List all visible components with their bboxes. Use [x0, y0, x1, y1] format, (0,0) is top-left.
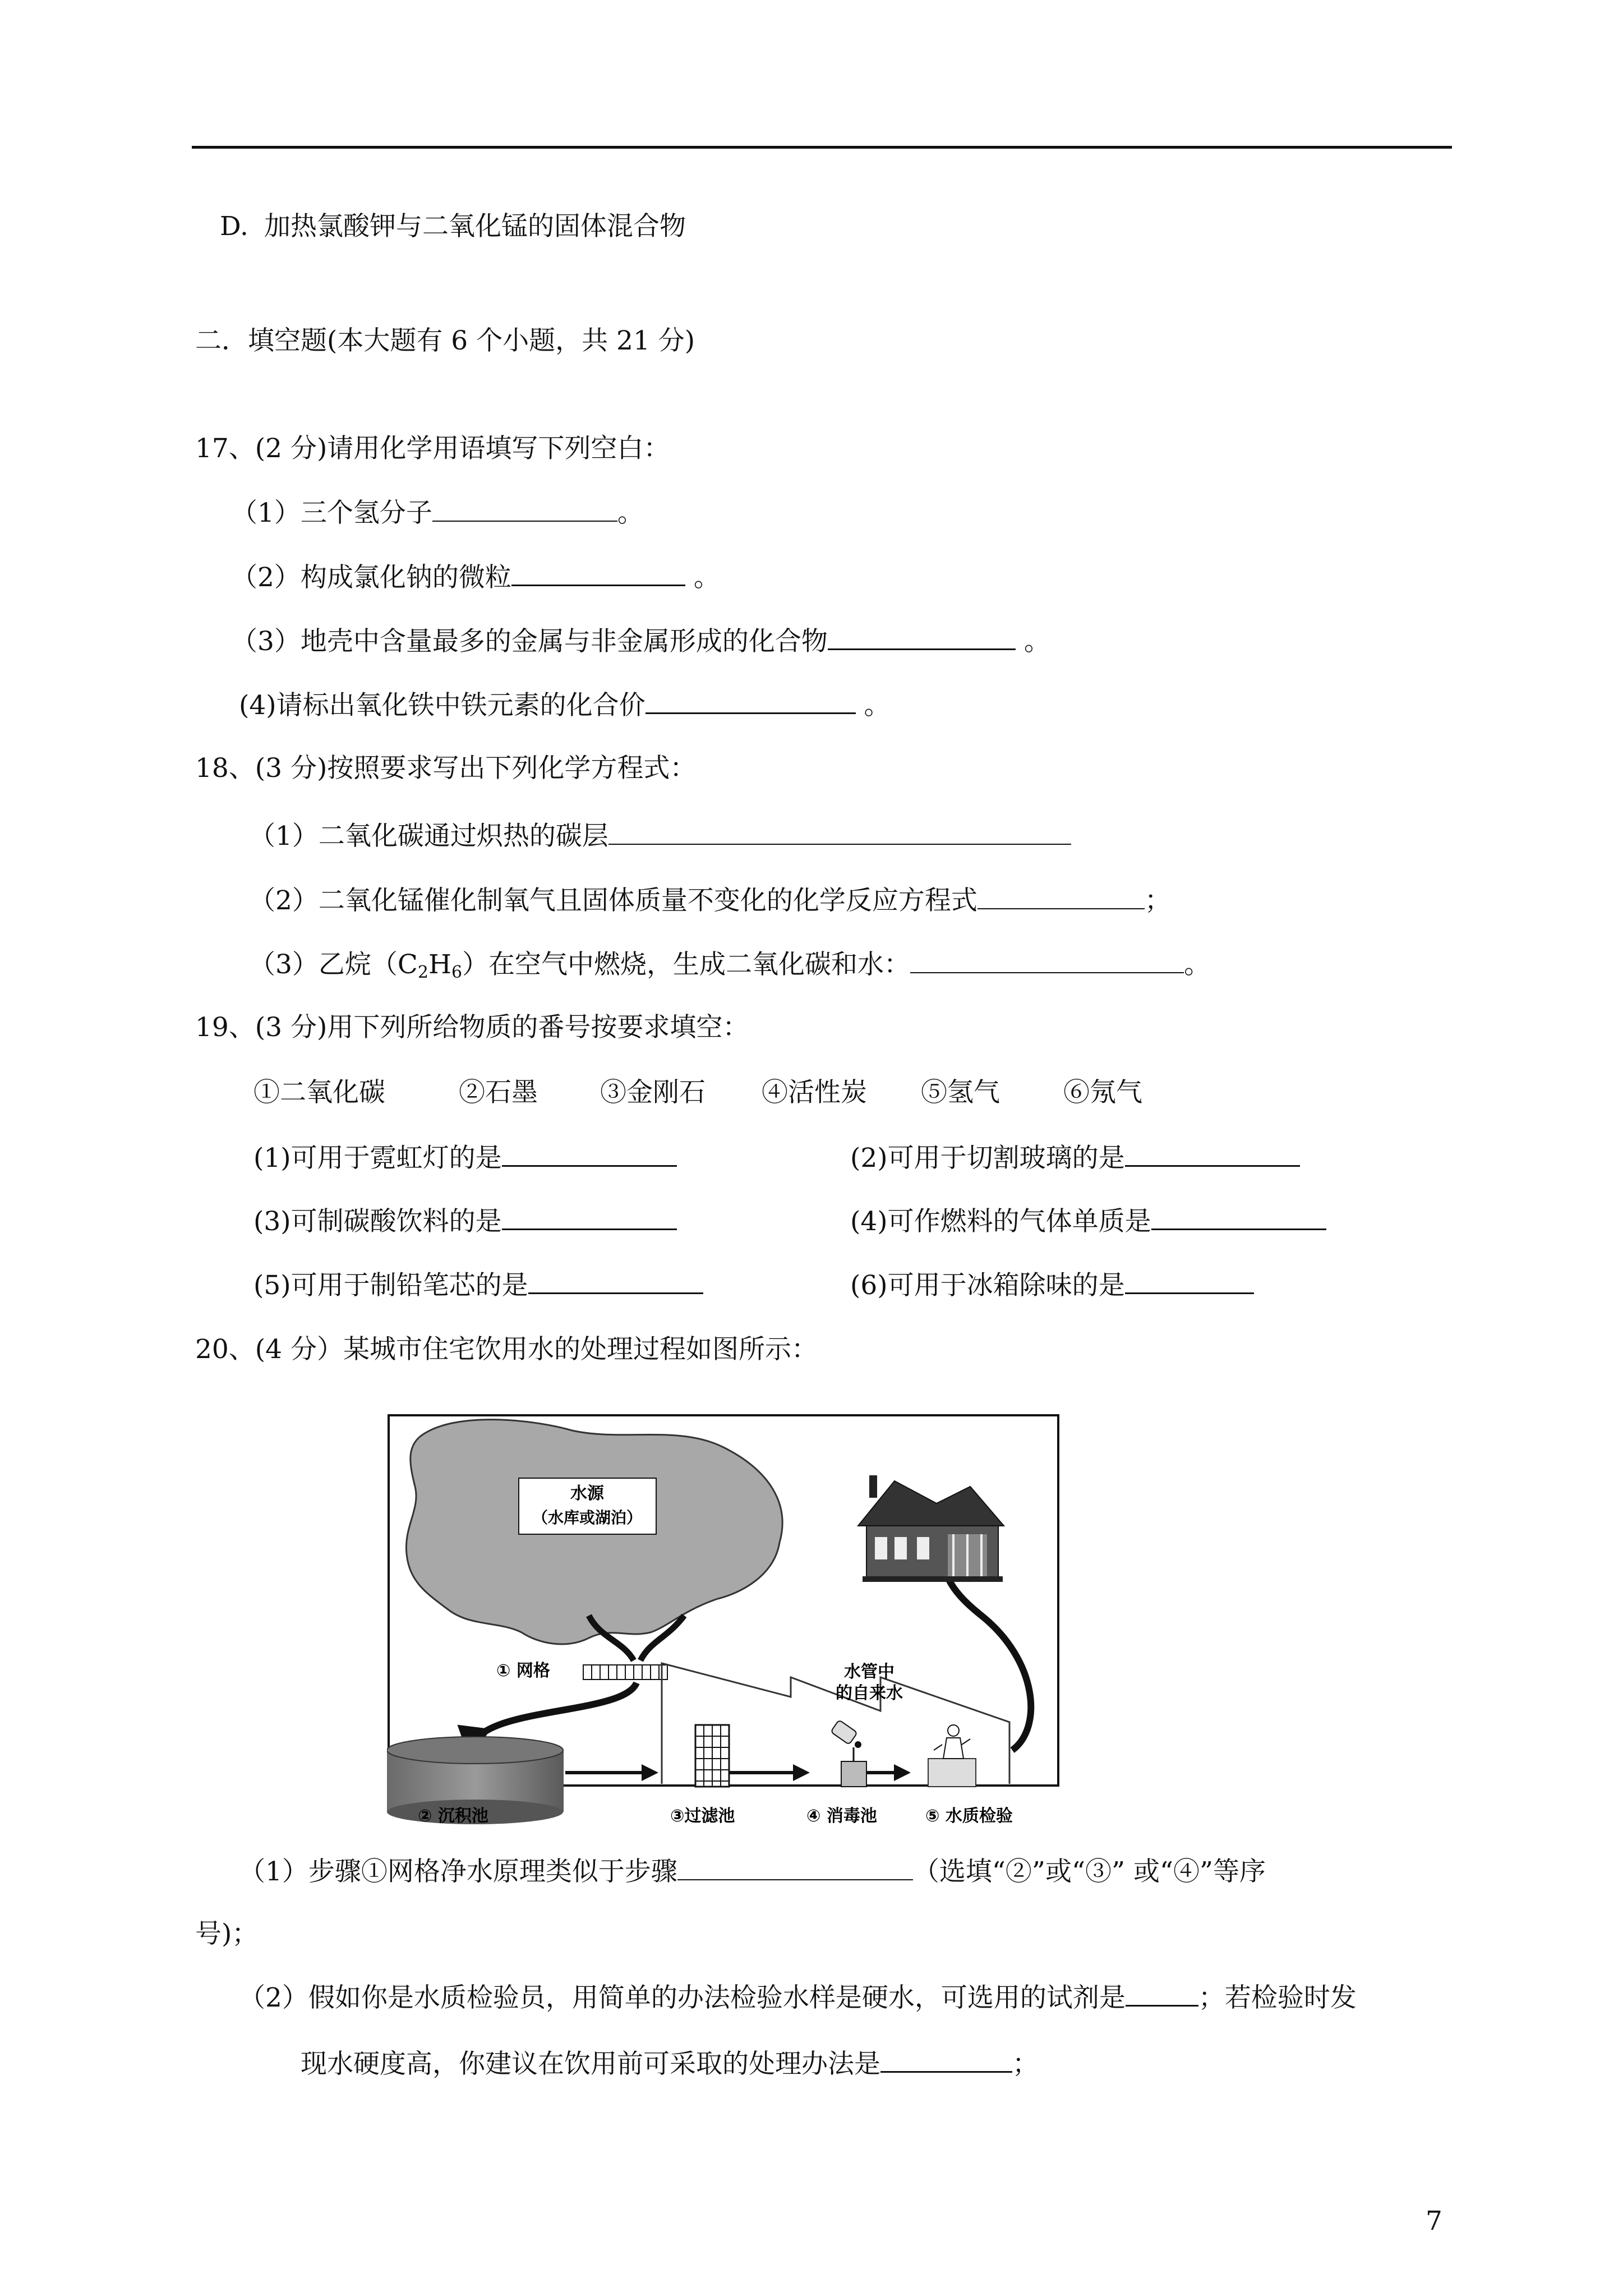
q17-item-1-text: （1）三个氢分子 — [231, 498, 432, 528]
subscript: 6 — [451, 963, 463, 982]
page-number: 7 — [1426, 2206, 1442, 2237]
q19-item-2 — [850, 1140, 1300, 1175]
q18-item-1 — [249, 819, 1071, 853]
q17-item-2 — [231, 560, 720, 595]
answer-blank[interactable] — [677, 1855, 913, 1880]
q20-stem: 20、(4 分）某城市住宅饮用水的处理过程如图所示： — [195, 1334, 818, 1365]
q20-sub1-options: （选填“②”或“③” 或“④”等序 — [912, 1856, 1266, 1887]
q20-sub2 — [239, 1980, 1357, 2015]
tap-water-label-1: 水管中 — [844, 1662, 895, 1682]
q19-item-5 — [253, 1268, 703, 1303]
q18-item-2 — [249, 884, 1171, 918]
disinfect-label: ④ 消毒池 — [806, 1806, 877, 1826]
substance-2: ②石墨 — [459, 1077, 538, 1108]
q19-item-1 — [253, 1140, 677, 1175]
answer-blank[interactable] — [828, 624, 1016, 650]
answer-blank[interactable] — [1125, 1268, 1254, 1294]
q19-item-3 — [253, 1204, 677, 1239]
q18-item-3 — [249, 947, 1210, 990]
q17-item-3-end: 。 — [1015, 626, 1050, 657]
q20-sub2-cont — [301, 2046, 1039, 2081]
q20-sub1-cont: 号)； — [195, 1918, 259, 1949]
substance-5: ⑤氢气 — [921, 1077, 1000, 1108]
answer-blank[interactable] — [1151, 1204, 1326, 1230]
filter-grid — [695, 1725, 729, 1787]
q17-item-1-end: 。 — [617, 498, 644, 528]
q18-item-3-text-a: （3）乙烷（C — [249, 949, 418, 980]
answer-blank[interactable] — [880, 2046, 1012, 2073]
substance-1: ①二氧化碳 — [253, 1077, 385, 1108]
section-title: 二．填空题(本大题有 6 个小题，共 21 分) — [195, 325, 695, 356]
header-rule — [192, 146, 1452, 149]
q20-sub2-end: ； — [1012, 2049, 1039, 2079]
q18-item-2-text: （2）二氧化锰催化制氧气且固体质量不变化的化学反应方程式 — [249, 885, 978, 916]
q17-item-2-end: 。 — [685, 562, 720, 593]
water-source-title: 水源 — [570, 1484, 604, 1503]
q19-item-4 — [850, 1204, 1326, 1239]
tap-water-label-2: 的自来水 — [836, 1683, 903, 1703]
answer-blank[interactable] — [511, 560, 685, 586]
answer-blank[interactable] — [608, 819, 1071, 845]
answer-blank[interactable] — [432, 496, 617, 522]
q19-item-3-text: (3)可制碳酸饮料的是 — [253, 1206, 502, 1237]
q17-item-3 — [231, 624, 1050, 659]
q20-sub2-text: （2）假如你是水质检验员，用简单的办法检验水样是硬水，可选用的试剂是 — [239, 1982, 1126, 2013]
settling-label: ② 沉积池 — [418, 1806, 488, 1826]
q18-stem: 18、(3 分)按照要求写出下列化学方程式： — [195, 753, 697, 784]
filter-label: ③过滤池 — [670, 1806, 735, 1826]
answer-blank[interactable] — [528, 1268, 703, 1294]
answer-blank[interactable] — [1125, 1140, 1300, 1167]
answer-blank[interactable] — [978, 884, 1145, 909]
answer-blank[interactable] — [502, 1140, 677, 1167]
answer-blank[interactable] — [502, 1204, 677, 1230]
substance-4: ④活性炭 — [762, 1077, 867, 1108]
q19-item-2-text: (2)可用于切割玻璃的是 — [850, 1143, 1125, 1174]
water-treatment-diagram — [387, 1414, 1060, 1826]
q17-item-4-end: 。 — [855, 690, 891, 721]
substance-6: ⑥氖气 — [1063, 1077, 1142, 1108]
answer-blank[interactable] — [910, 947, 1184, 973]
q19-stem: 19、(3 分)用下列所给物质的番号按要求填空： — [195, 1012, 749, 1043]
grid-label: ① 网格 — [496, 1661, 550, 1681]
q19-item-1-text: (1)可用于霓虹灯的是 — [253, 1143, 502, 1174]
q20-sub2-cont-text: 现水硬度高，你建议在饮用前可采取的处理办法是 — [301, 2049, 880, 2079]
option-d-text: 加热氯酸钾与二氧化锰的固体混合物 — [264, 211, 686, 242]
q20-sub1 — [239, 1855, 1266, 1889]
answer-blank[interactable] — [645, 688, 856, 714]
q19-item-4-text: (4)可作燃料的气体单质是 — [850, 1206, 1151, 1237]
q20-sub1-text: （1）步骤①网格净水原理类似于步骤 — [239, 1856, 677, 1887]
option-d — [220, 210, 686, 243]
q19-item-6 — [850, 1268, 1254, 1303]
q19-item-5-text: (5)可用于制铅笔芯的是 — [253, 1270, 528, 1301]
q18-item-1-text: （1）二氧化碳通过炽热的碳层 — [249, 821, 608, 852]
q17-item-4 — [239, 688, 891, 723]
q17-stem: 17、(2 分)请用化学用语填写下列空白： — [195, 433, 670, 464]
q18-item-2-end: ； — [1144, 885, 1171, 916]
q18-item-3-h: H — [428, 949, 451, 980]
q17-item-2-text: （2）构成氯化钠的微粒 — [231, 562, 511, 593]
q19-item-6-text: (6)可用于冰箱除味的是 — [850, 1270, 1125, 1301]
water-source-sub: （水库或湖泊） — [532, 1508, 643, 1527]
q17-item-4-text: (4)请标出氧化铁中铁元素的化合价 — [239, 690, 645, 721]
substance-3: ③金刚石 — [600, 1077, 706, 1108]
q18-item-3-end: 。 — [1184, 949, 1211, 980]
q17-item-1 — [231, 496, 644, 530]
subscript: 2 — [417, 963, 428, 982]
q17-item-3-text: （3）地壳中含量最多的金属与非金属形成的化合物 — [231, 626, 828, 657]
q18-item-3-text-b: ）在空气中燃烧，生成二氧化碳和水： — [462, 949, 911, 980]
grid-mesh — [583, 1665, 667, 1680]
answer-blank[interactable] — [1126, 1980, 1198, 2007]
q20-sub2-mid: ；若检验时发 — [1198, 1982, 1357, 2013]
inspect-label: ⑤ 水质检验 — [925, 1806, 1013, 1826]
option-d-letter: D. — [220, 211, 248, 242]
